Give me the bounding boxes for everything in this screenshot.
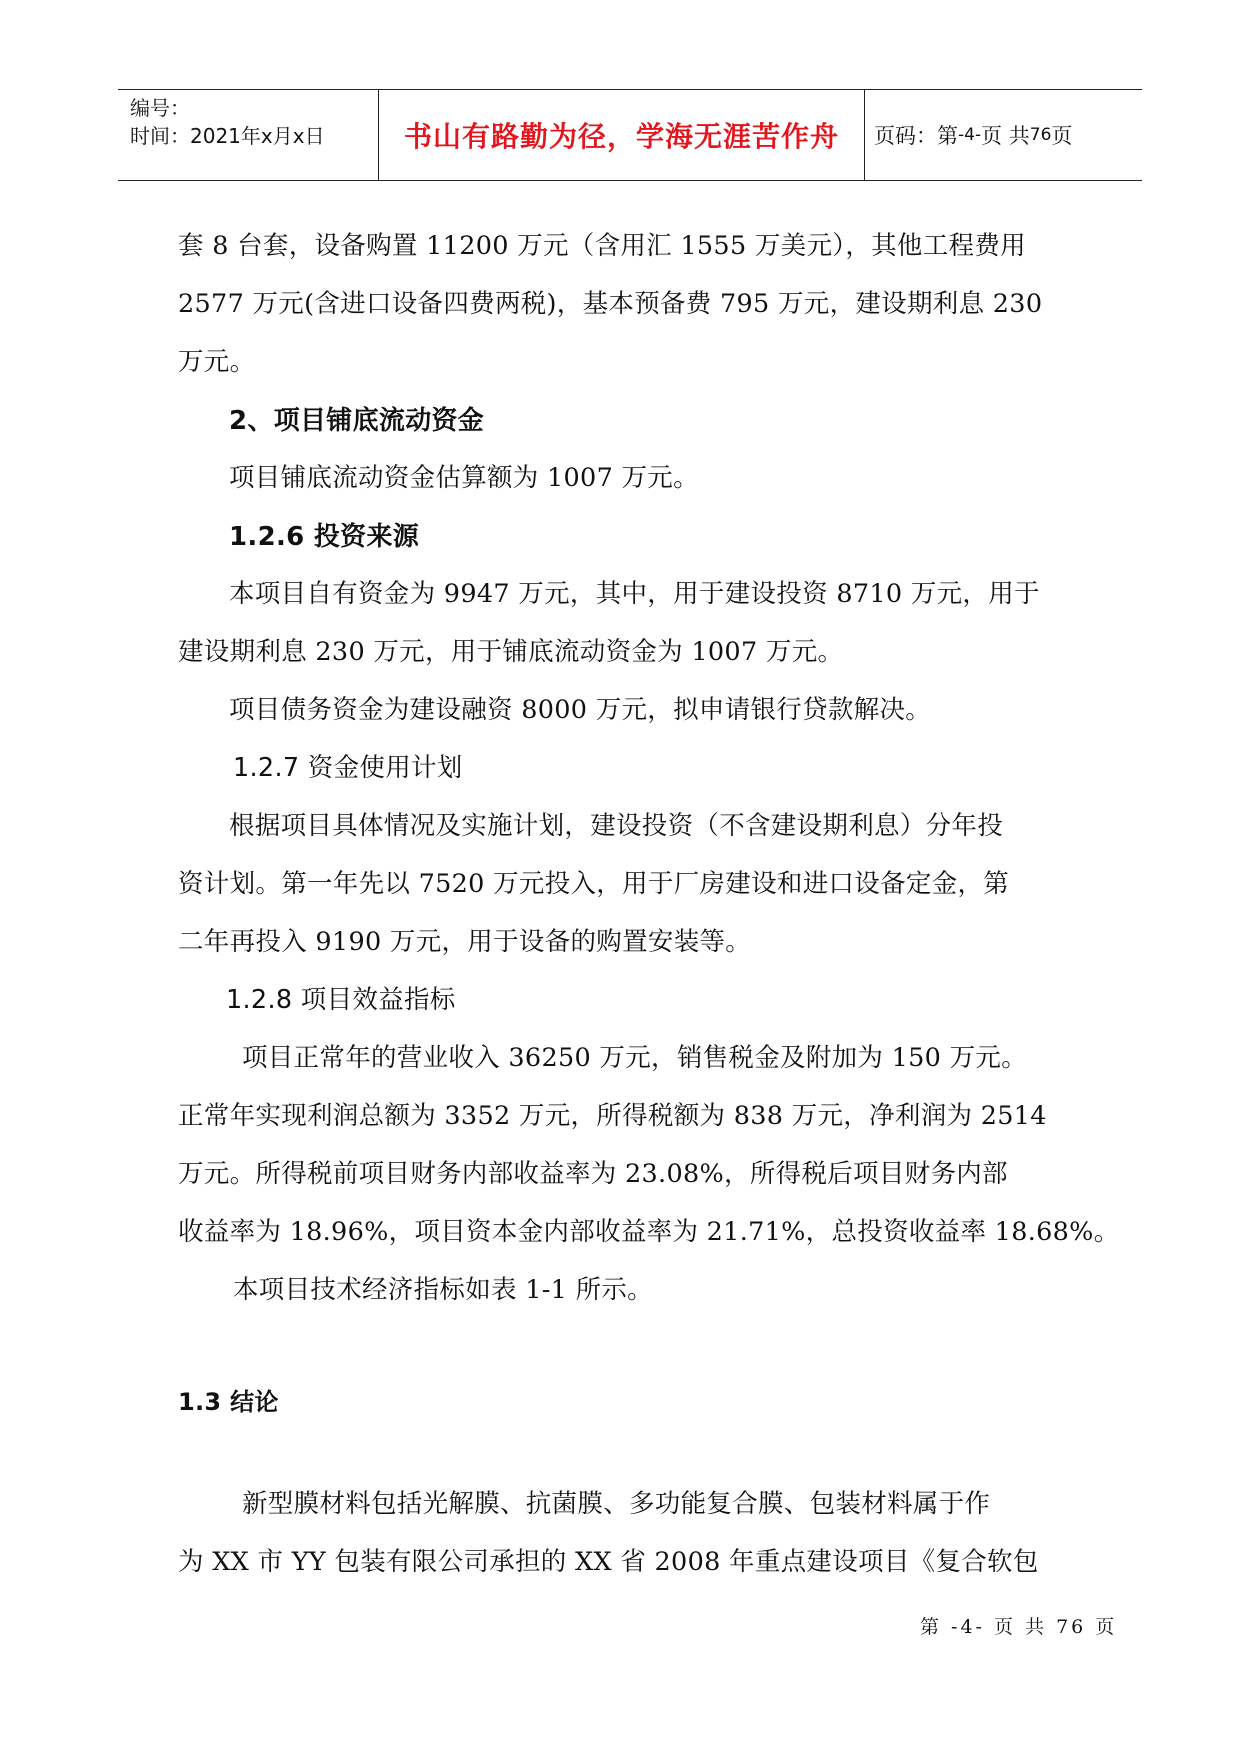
section-heading: 1.2.6 投资来源 bbox=[229, 522, 420, 552]
body-line: 资计划。第一年先以 7520 万元投入，用于厂房建设和进口设备定金，第 bbox=[178, 869, 1010, 899]
page-suffix: 页 bbox=[1051, 124, 1073, 148]
page-total: 76 bbox=[1029, 125, 1052, 145]
section-heading: 1.3 结论 bbox=[178, 1388, 279, 1416]
section-subheading: 1.2.8 项目效益指标 bbox=[226, 985, 456, 1015]
page-footer: 第 -4- 页 共 76 页 bbox=[920, 1616, 1118, 1638]
body-line: 为 XX 市 YY 包装有限公司承担的 XX 省 2008 年重点建设项目《复合软包 bbox=[178, 1547, 1039, 1577]
body-line: 万元。 bbox=[178, 347, 256, 377]
body-line: 项目债务资金为建设融资 8000 万元，拟申请银行贷款解决。 bbox=[229, 695, 932, 725]
section-heading: 2、项目铺底流动资金 bbox=[229, 406, 485, 436]
page-prefix: 页码：第 bbox=[874, 124, 958, 148]
body-line: 正常年实现利润总额为 3352 万元，所得税额为 838 万元，净利润为 2514 bbox=[178, 1101, 1047, 1131]
page-header bbox=[118, 89, 1142, 181]
body-line: 本项目自有资金为 9947 万元，其中，用于建设投资 8710 万元，用于 bbox=[229, 579, 1040, 609]
page-mid: 页 共 bbox=[981, 124, 1030, 148]
body-line: 建设期利息 230 万元，用于铺底流动资金为 1007 万元。 bbox=[178, 637, 844, 667]
body-line: 收益率为 18.96%，项目资本金内部收益率为 21.71%，总投资收益率 18.68%。 bbox=[178, 1217, 1120, 1247]
section-subheading: 1.2.7 资金使用计划 bbox=[233, 753, 463, 783]
body-line: 万元。所得税前项目财务内部收益率为 23.08%，所得税后项目财务内部 bbox=[178, 1159, 1008, 1189]
body-line: 套 8 台套，设备购置 11200 万元（含用汇 1555 万美元），其他工程费用 bbox=[178, 231, 1026, 261]
serial-label: 编号： bbox=[130, 96, 190, 120]
body-line: 本项目技术经济指标如表 1-1 所示。 bbox=[233, 1275, 653, 1305]
header-meta bbox=[130, 90, 380, 180]
body-line: 项目铺底流动资金估算额为 1007 万元。 bbox=[229, 463, 699, 493]
header-page-number bbox=[874, 90, 1072, 180]
body-line: 项目正常年的营业收入 36250 万元，销售税金及附加为 150 万元。 bbox=[242, 1043, 1028, 1073]
header-divider bbox=[864, 90, 865, 180]
body-line: 2577 万元(含进口设备四费两税)，基本预备费 795 万元，建设期利息 230 bbox=[178, 289, 1043, 319]
page-current: -4- bbox=[958, 125, 982, 145]
body-line: 新型膜材料包括光解膜、抗菌膜、多功能复合膜、包装材料属于作 bbox=[242, 1489, 991, 1519]
body-line: 二年再投入 9190 万元，用于设备的购置安装等。 bbox=[178, 927, 752, 957]
date-label: 时间：2021年x月x日 bbox=[130, 124, 325, 148]
header-motto: 书山有路勤为径，学海无涯苦作舟 bbox=[403, 120, 839, 153]
body-line: 根据项目具体情况及实施计划，建设投资（不含建设期利息）分年投 bbox=[229, 811, 1004, 841]
